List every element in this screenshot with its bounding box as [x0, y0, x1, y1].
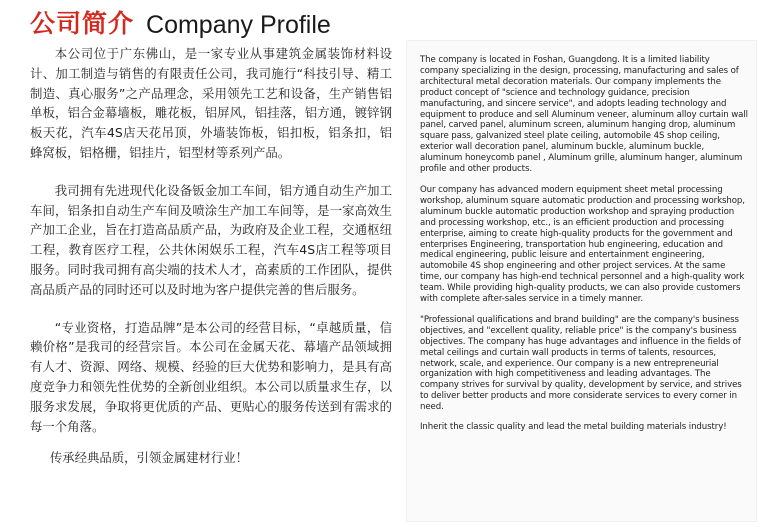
chinese-paragraph-philosophy: “专业资格，打造品牌”是本公司的经营目标，“卓越质量，信赖价格”是我司的经营宗旨。本公司在金属天花、幕墙产品领域拥有人才、资源、网络、规模、经验的巨大优势和影响力，是具有高度竞争力和领先性优势的全新创业组织。本公司以质量求生存，以服务求发展，争取将更优质的产品、更贴心的服务传送到有需求的每一个角落。 [30, 319, 392, 434]
english-column [406, 40, 757, 522]
chinese-column [30, 44, 392, 468]
page-heading [30, 8, 331, 40]
chinese-paragraph-facilities: 我司拥有先进现代化设备钣金加工车间，铝方通自动生产加工车间，铝条扣自动生产车间及喷涂生产加工车间等，是一家高效生产加工企业，旨在打造高品质产品，为政府及企业工程，交通枢纽工程，教育医疗工程，公共休闲娱乐工程，汽车4S店工程等项目服务。同时我司拥有高尖端的技术人才，高素质的工作团队，提供高品质产品的同时还可以及时地为客户提供完善的售后服务。 [30, 182, 392, 297]
chinese-slogan: 传承经典品质，引领金属建材行业！ [49, 450, 249, 466]
english-paragraph-philosophy: "Professional qualifications and brand building" are the company's business objectives, and "excellent quality, reliable price" is the company's business objectives. The company has huge advantages and influence in the fields of metal ceilings and curtain wall products in terms of talents, resources, network, scale, and experience. Our company is a new entrepreneurial organization with high competitiveness and leading advantages. The company strives for survival by quality, development by service, and strives to deliver better products and more considerate services to every corner in need. [420, 314, 742, 413]
title-chinese: 公司简介 [30, 9, 135, 38]
english-paragraph-facilities: Our company has advanced modern equipment sheet metal processing workshop, aluminum square automatic production and processing workshop, aluminum buckle automatic production workshop and spraying production and processing workshop, etc., is an efficient production and processing enterprise, aiming to create high-quality products for the government and enterprises Engineering, transportation hub engineering, education and medical engineering, public leisure and entertainment engineering, automobile 4S shop engineering and other project services. At the same time, our company has high-end technical personnel and a high-quality work team. While providing high-quality products, we can also provide customers with complete after-sales service in a timely manner. [420, 184, 745, 305]
english-paragraph-intro: The company is located in Foshan, Guangdong. It is a limited liability company specializing in the design, processing, manufacturing and sales of architectural metal decoration materials. Our company implements the product concept of "science and technology guidance, precision manufacturing, and sincere service", and adopts leading technology and equipment to produce and sell Aluminum veneer, aluminum alloy curtain wall panel, carved panel, aluminum screen, aluminum hanging drop, aluminum square pass, galvanized steel plate ceiling, automobile 4S shop ceiling, exterior wall decoration panel, aluminum buckle, aluminum buckle, aluminum honeycomb panel , Aluminum grille, aluminum hanger, aluminum profile and other products. [420, 55, 748, 175]
english-slogan: Inherit the classic quality and lead the metal building materials industry! [420, 422, 727, 433]
chinese-paragraph-intro: 本公司位于广东佛山，是一家专业从事建筑金属装饰材料设计、加工制造与销售的有限责任公司，我司施行“科技引导、精工制造、真心服务”之产品理念，采用领先工艺和设备，生产销售铝单板，铝合金幕墙板，雕花板，铝屏风，铝挂落，铝方通，镀锌钢板天花，汽车4S店天花吊顶，外墙装饰板，铝扣板，铝条扣，铝蜂窝板，铝格栅，铝挂片，铝型材等系列产品。 [30, 46, 392, 160]
title-english: Company Profile [146, 11, 331, 39]
